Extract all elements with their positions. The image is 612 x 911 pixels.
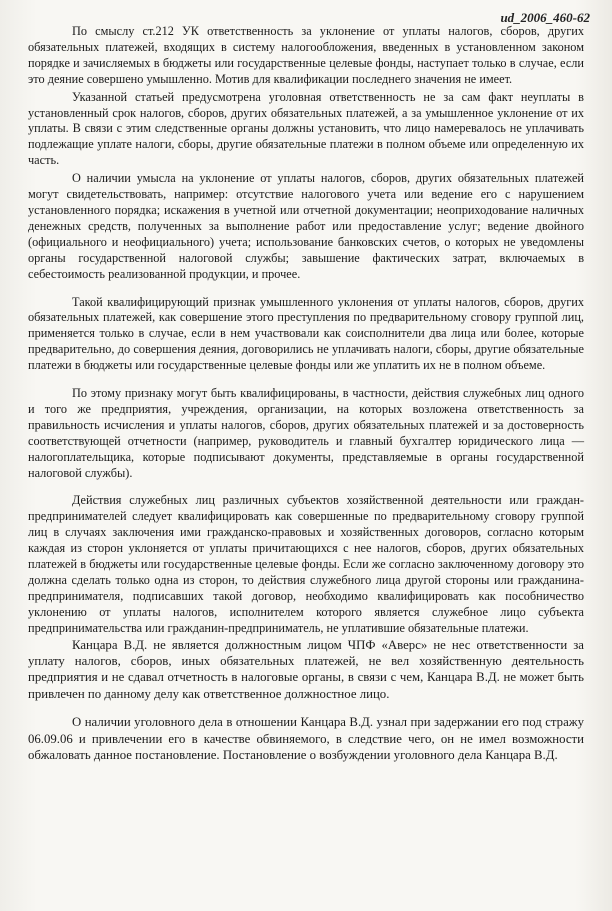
document-body	[28, 24, 584, 763]
paragraph-7: Канцара В.Д. не является должностным лицом ЧПФ «Аверс» не нес ответственности за уплату налогов, сборов, иных обязательных платежей, не вел хозяйственную деятельность предприятия и не сдавал отчетность в налоговые органы, в связи с чем, Канцара В.Д. не может быть привлечен по данному делу как ответственное должностное лицо.	[28, 637, 584, 701]
paragraph-3: О наличии умысла на уклонение от уплаты налогов, сборов, других обязательных платежей могут свидетельствовать, например: отсутствие налогового учета или ведение его с нарушением установленного порядка; искажения в учетной или отчетной документации; неоприходование наличных денежных средств, полученных за выполнение работ или предоставление услуг; ведение двойного (официального и неофициального) учета; использование банковских счетов, о которых не уведомлены органы государственной налоговой службы; завышение фактических затрат, включаемых в себестоимость реализованной продукции, и прочее.	[28, 171, 584, 281]
document-id: ud_2006_460-62	[500, 10, 590, 25]
paragraph-8: О наличии уголовного дела в отношении Канцара В.Д. узнал при задержании его под стражу 06.09.06 и привлечении его в качестве обвиняемого, в следствие чего, он не имел возможности обжаловать данное постановление. Постановление о возбуждении уголовного дела Канцара В.Д.	[28, 715, 584, 763]
paragraph-5: По этому признаку могут быть квалифицированы, в частности, действия служебных лиц одного и того же предприятия, учреждения, организации, на которых возложена ответственность за правильность исчисления и уплаты налогов, сборов, других обязательных платежей и за достоверность соответствующей отчетности (например, руководитель и главный бухгалтер юридического лица — налогоплательщика, которые подписывают документы, представляемые в органы государственной налоговой службы).	[28, 386, 584, 480]
paragraph-4: Такой квалифицирующий признак умышленного уклонения от уплаты налогов, сборов, других обязательных платежей, как совершение этого преступления по предварительному сговору группой лиц, применяется только в случае, если в нем участвовали как соисполнители два лица или более, которые предварительно, до совершения деяния, договорились не уплачивать налоги, сборы, другие обязательные платежи в бюджеты или государственные целевые фонды или же уплатить их не в полном объеме.	[28, 294, 584, 373]
paragraph-2: Указанной статьей предусмотрена уголовная ответственность не за сам факт неуплаты в установленный срок налогов, сборов, других обязательных платежей, а за умышленное уклонение от их уплаты. В связи с этим следственные органы должны установить, что лицо намеревалось не уплачивать подлежащие уплате налоги, сборы, другие обязательные платежи в полном объеме или определенную их часть.	[28, 89, 584, 168]
paragraph-1: По смыслу ст.212 УК ответственность за уклонение от уплаты налогов, сборов, других обязательных платежей, входящих в систему налогообложения, введенных в установленном законом порядке и зачисляемых в бюджеты или государственные целевые фонды, наступает только в случае, если это деяние совершено умышленно. Мотив для квалификации последнего значения не имеет.	[28, 24, 584, 86]
paragraph-6: Действия служебных лиц различных субъектов хозяйственной деятельности или граждан-предпринимателей следует квалифицировать как совершенные по предварительному сговору группой лиц в случаях заключения ими гражданско-правовых и хозяйственных договоров, согласно которым каждая из сторон уклоняется от уплаты причитающихся с нее налогов, сборов, других обязательных платежей в бюджеты или государственные целевые фонды. Если же согласно заключенному договору это должна сделать только одна из сторон, то действия служебного лица другой стороны или гражданина-предпринимателя, подписавших такой договор, необходимо квалифицировать как пособничество уклонению от уплаты налогов, исполнителем которого является служебное лицо субъекта предпринимательства или гражданин-предприниматель, не уплатившие обязательные платежи.	[28, 493, 584, 635]
